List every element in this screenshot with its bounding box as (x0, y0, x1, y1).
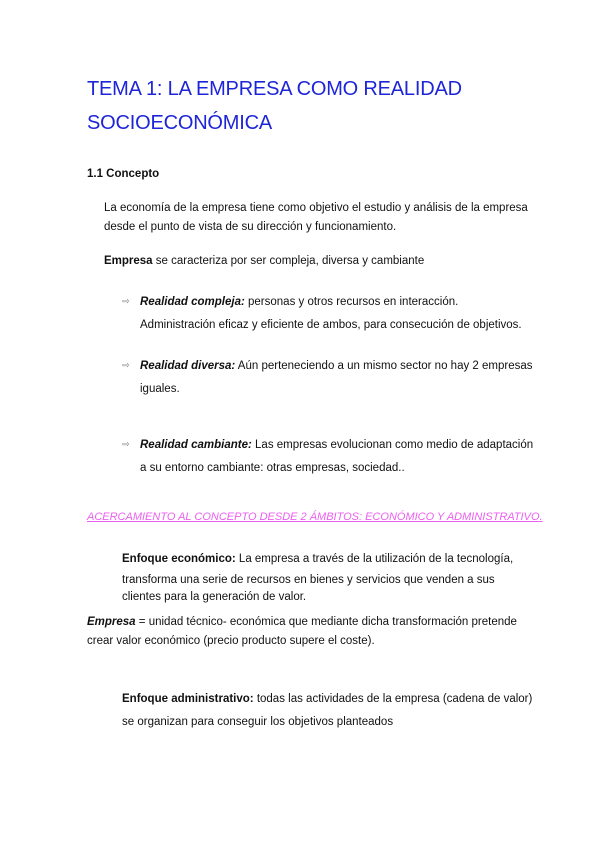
title-line-1: TEMA 1: LA EMPRESA COMO REALIDAD (87, 78, 462, 100)
bullet-realidad-cambiante (140, 434, 533, 480)
intro-paragraph (104, 199, 528, 237)
bullet-text: Las empresas evolucionan como medio de adaptación (251, 439, 534, 451)
bullet-label: Realidad compleja: (140, 296, 245, 308)
arrow-bullet-icon: ⇨ (122, 439, 130, 449)
bullet-text-line-2: Administración eficaz y eficiente de ambos, para consecución de objetivos. (140, 319, 522, 331)
bullet-label: Realidad cambiante: (140, 439, 252, 451)
bullet-label: Realidad diversa: (140, 360, 236, 372)
enfoque-administrativo-label: Enfoque administrativo: (122, 693, 254, 705)
bullet-text: Aún perteneciendo a un mismo sector no hay 2 empresas (235, 360, 533, 372)
title-line-2: SOCIOECONÓMICA (87, 112, 272, 134)
arrow-bullet-icon: ⇨ (122, 360, 130, 370)
intro-line-2: desde el punto de vista de su dirección y funcionamiento. (104, 221, 397, 233)
definition-term: Empresa (87, 616, 136, 628)
enfoque-administrativo-line-2: se organizan para conseguir los objetivos planteados (122, 716, 394, 728)
empresa-term: Empresa (104, 255, 153, 267)
empresa-characteristics (104, 252, 424, 271)
enfoque-administrativo-text: todas las actividades de la empresa (cadena de valor) (253, 693, 533, 705)
bullet-realidad-compleja (140, 291, 522, 337)
enfoque-economico-text: La empresa a través de la utilización de la tecnología, (235, 553, 514, 565)
page-title (87, 72, 557, 140)
bullet-text: personas y otros recursos en interacción. (244, 296, 459, 308)
bullet-realidad-diversa (140, 355, 533, 401)
definition-line-2: crear valor económico (precio producto supere el coste). (87, 635, 375, 647)
bullet-text-line-2: iguales. (140, 383, 180, 395)
enfoque-economico-line-2: transforma una serie de recursos en bienes y servicios que venden a sus (122, 574, 495, 586)
empresa-definition (87, 613, 517, 651)
arrow-bullet-icon: ⇨ (122, 296, 130, 306)
enfoque-economico-continued (122, 572, 495, 606)
bullet-text-line-2: a su entorno cambiante: otras empresas, sociedad.. (140, 462, 405, 474)
intro-line-1: La economía de la empresa tiene como objetivo el estudio y análisis de la empresa (104, 202, 528, 214)
approach-heading: ACERCAMIENTO AL CONCEPTO DESDE 2 ÁMBITOS: ECONÓMICO Y ADMINISTRATIVO. (87, 511, 543, 523)
enfoque-economico-line-3: clientes para la generación de valor. (122, 591, 307, 603)
enfoque-economico-label: Enfoque económico: (122, 553, 236, 565)
enfoque-economico (122, 549, 513, 570)
empresa-rest: se caracteriza por ser compleja, diversa y cambiante (152, 255, 425, 267)
enfoque-administrativo (122, 688, 532, 734)
definition-text: = unidad técnico- económica que mediante dicha transformación pretende (135, 616, 517, 628)
section-heading: 1.1 Concepto (87, 168, 160, 180)
